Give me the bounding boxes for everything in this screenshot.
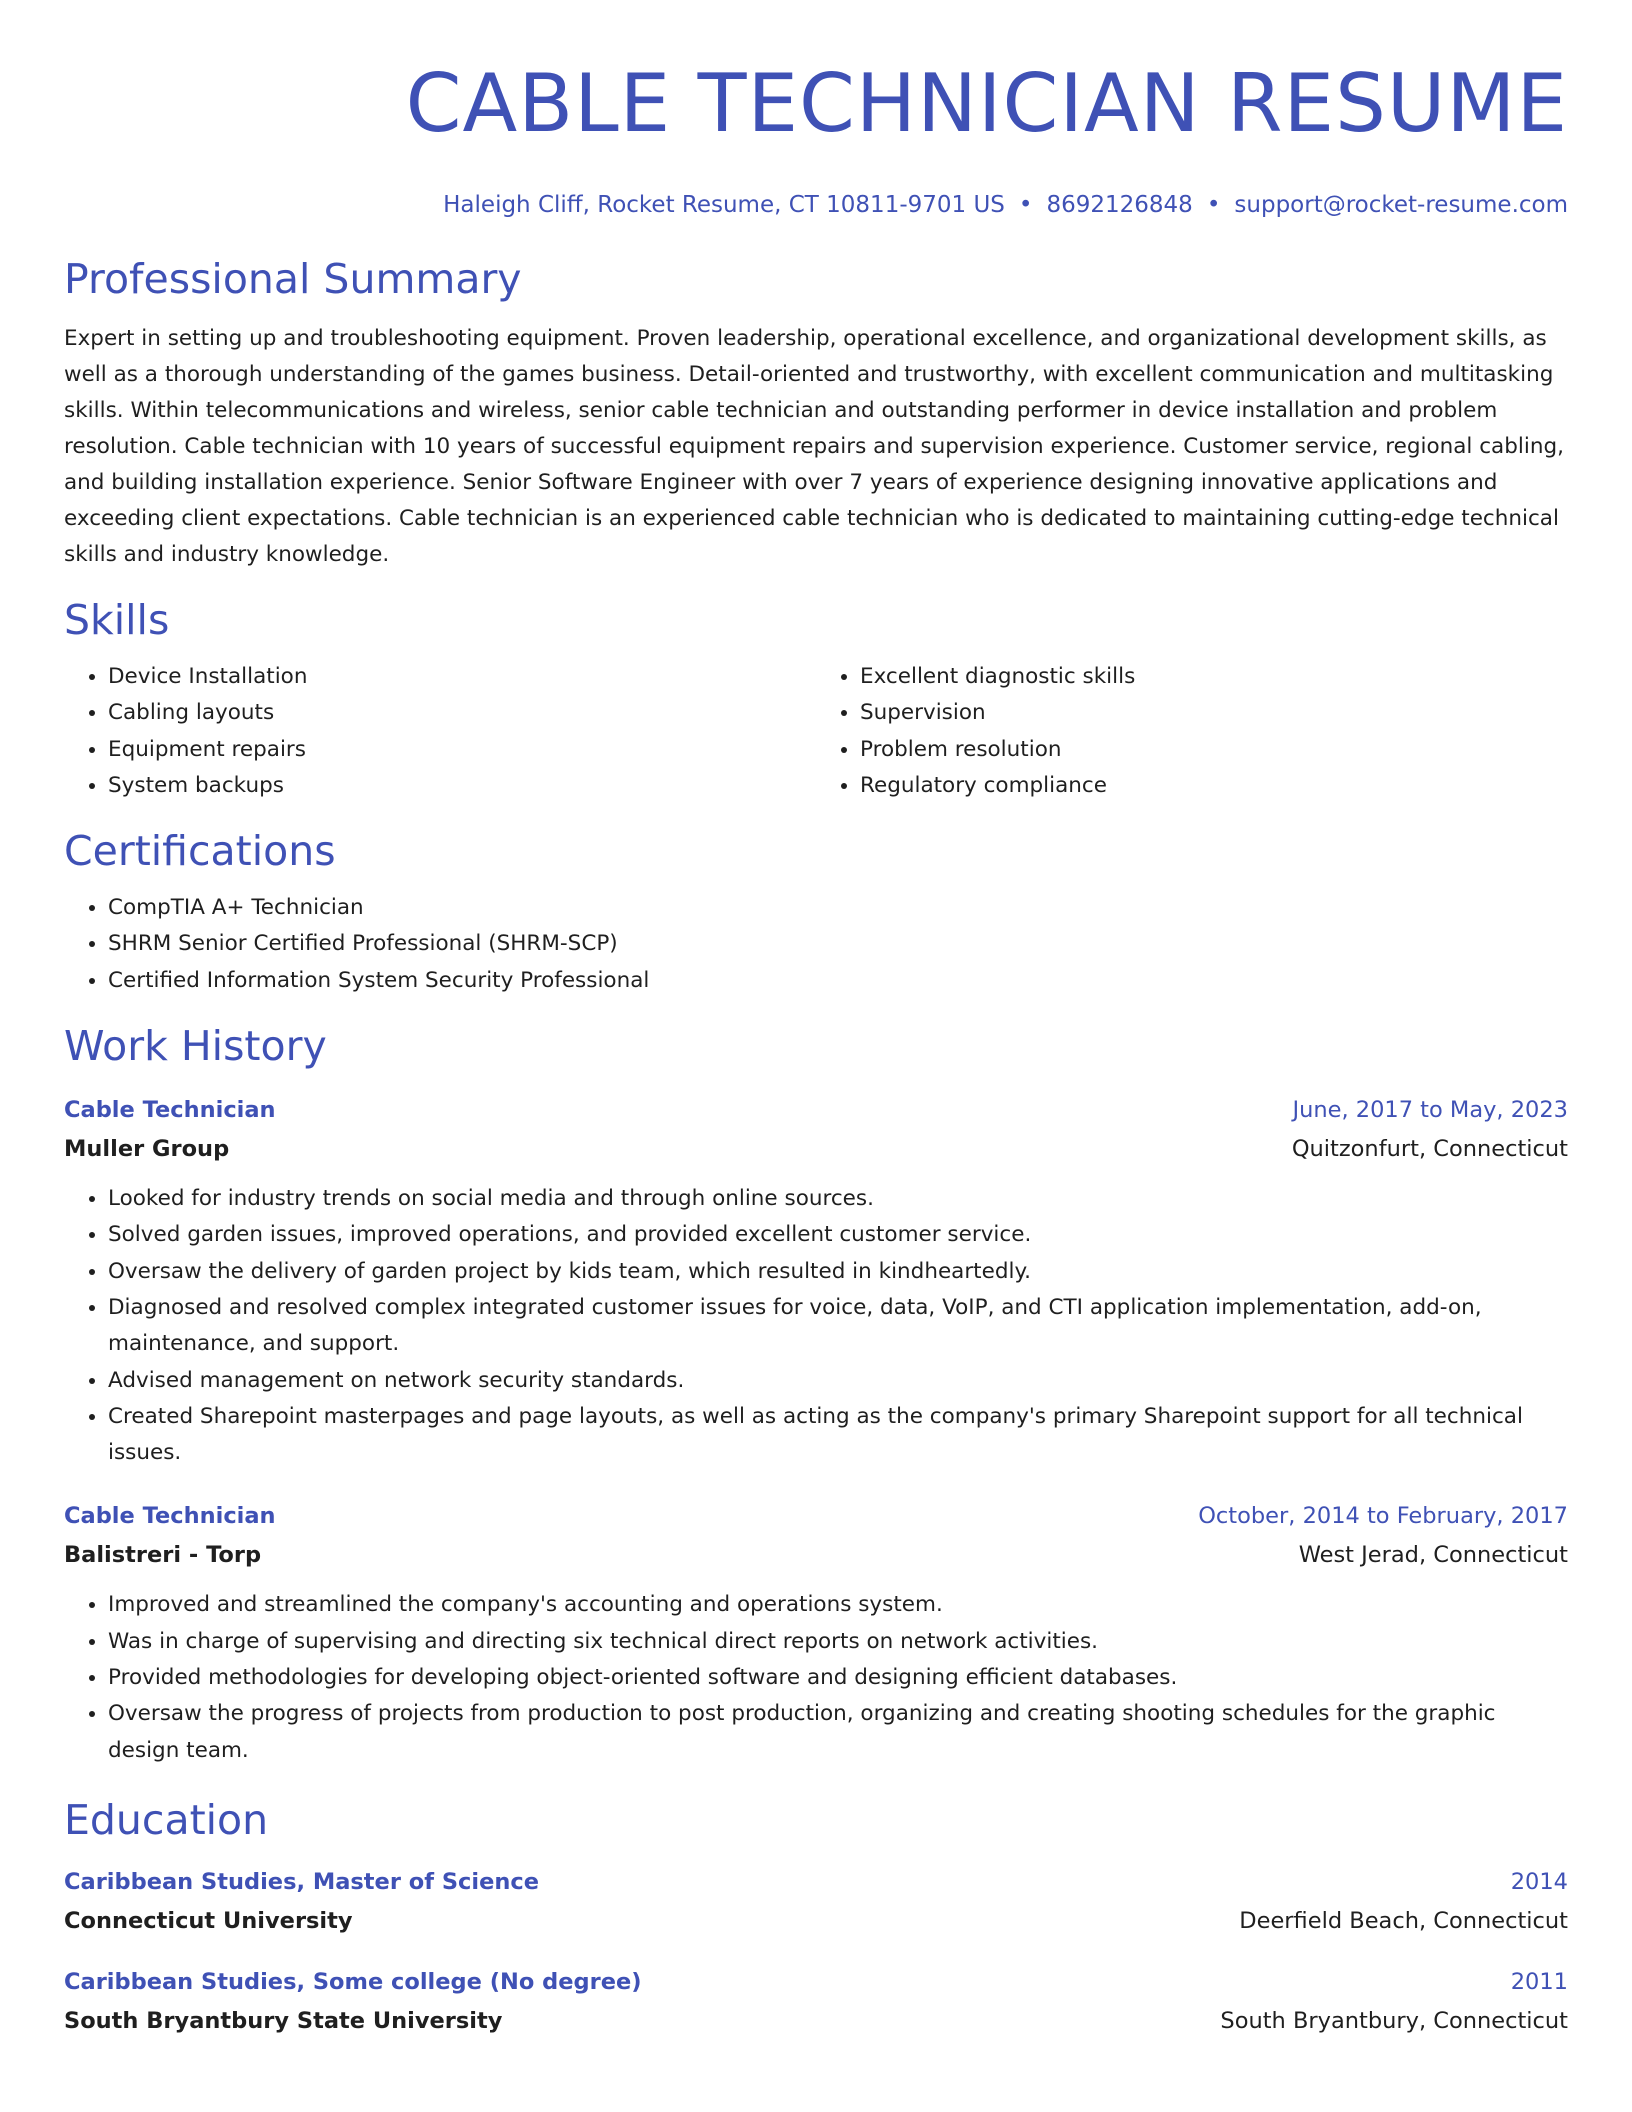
work-entry	[64, 1497, 1568, 1768]
education-entry-header	[64, 1963, 1568, 2001]
company-name: Balistreri - Torp	[64, 1542, 262, 1569]
work-entry-subheader	[64, 1129, 1568, 1169]
summary-text: Expert in setting up and troubleshooting equipment. Proven leadership, operational excellence, and organizational development skills, as well as a thorough understanding of the games business. Detail-oriented and trustworthy, with excellent communication and multitasking skills. Within telecommunications and wireless, senior cable technician and outstanding performer in device installation and problem resolution. Cable technician with 10 years of successful equipment repairs and supervision experience. Customer service, regional cabling, and building installation experience. Senior Software Engineer with over 7 years of experience designing innovative applications and exceeding client expectations. Cable technician is an experienced cable technician who is dedicated to maintaining cutting-edge technical skills and industry knowledge.	[64, 326, 1564, 567]
skills-heading: Skills	[64, 596, 170, 644]
skill-item: • Cabling layouts	[108, 695, 816, 731]
job-bullet: • Advised management on network security standards.	[108, 1363, 1568, 1399]
skill-item: • Regulatory compliance	[860, 768, 1568, 804]
summary-heading: Professional Summary	[64, 255, 522, 303]
certification-item: • SHRM Senior Certified Professional (SHRM-SCP)	[108, 926, 1568, 962]
skill-item: • Excellent diagnostic skills	[860, 659, 1568, 695]
certifications-list	[64, 890, 1568, 999]
certifications-heading: Certifications	[64, 827, 336, 876]
skill-item: • Equipment repairs	[108, 732, 816, 768]
job-dates: June, 2017 to May, 2023	[1292, 1097, 1568, 1124]
education-entry	[64, 1863, 1568, 1941]
job-title: Cable Technician	[64, 1503, 276, 1530]
work-entry-subheader	[64, 1535, 1568, 1575]
job-dates: October, 2014 to February, 2017	[1198, 1503, 1568, 1530]
company-name: Muller Group	[64, 1136, 230, 1163]
job-location: West Jerad, Connecticut	[1298, 1542, 1568, 1569]
education-entry-subheader	[64, 1901, 1568, 1941]
certification-item: • CompTIA A+ Technician	[108, 890, 1568, 926]
job-bullet: • Oversaw the delivery of garden project by kids team, which resulted in kindheartedly.	[108, 1254, 1568, 1290]
job-bullet: • Looked for industry trends on social media and through online sources.	[108, 1181, 1568, 1217]
job-bullet: • Oversaw the progress of projects from production to post production, organizing and creating shooting schedules for the graphic design team.	[108, 1696, 1568, 1769]
job-bullet: • Provided methodologies for developing object-oriented software and designing efficient databases.	[108, 1660, 1568, 1696]
school-location: Deerfield Beach, Connecticut	[1239, 1907, 1568, 1934]
job-bullet: • Was in charge of supervising and directing six technical direct reports on network activities.	[108, 1624, 1568, 1660]
skill-item: • Problem resolution	[860, 732, 1568, 768]
job-bullets	[64, 1587, 1568, 1768]
skills-list	[64, 659, 1568, 804]
school-name: Connecticut University	[64, 1907, 353, 1934]
contact-phone: 8692126848	[1046, 192, 1193, 218]
contact-separator: •	[1018, 192, 1033, 218]
school-location: South Bryantbury, Connecticut	[1220, 2007, 1568, 2034]
job-bullet: • Solved garden issues, improved operations, and provided excellent customer service.	[108, 1217, 1568, 1253]
education-heading: Education	[64, 1795, 269, 1844]
work-entry-header	[64, 1091, 1568, 1129]
job-bullet: • Diagnosed and resolved complex integrated customer issues for voice, data, VoIP, and CTI application implementation, add-on, maintenance, and support.	[108, 1290, 1568, 1363]
contact-separator: •	[1206, 192, 1221, 218]
work-entry-header	[64, 1497, 1568, 1535]
skill-item: • System backups	[108, 768, 816, 804]
certification-item: • Certified Information System Security Professional	[108, 963, 1568, 999]
degree-name: Caribbean Studies, Master of Science	[64, 1868, 539, 1895]
work-entry	[64, 1091, 1568, 1471]
job-bullets	[64, 1181, 1568, 1471]
education-entry-subheader	[64, 2001, 1568, 2041]
work-history-heading: Work History	[64, 1022, 327, 1071]
job-bullet: • Created Sharepoint masterpages and page layouts, as well as acting as the company's primary Sharepoint support for all technical issues.	[108, 1399, 1568, 1472]
contact-email: support@rocket-resume.com	[1234, 192, 1568, 218]
graduation-year: 2014	[1510, 1868, 1568, 1895]
job-location: Quitzonfurt, Connecticut	[1291, 1136, 1568, 1163]
job-title: Cable Technician	[64, 1097, 276, 1124]
education-entry	[64, 1963, 1568, 2041]
skills-column-right	[816, 659, 1568, 804]
job-bullet: • Improved and streamlined the company's accounting and operations system.	[108, 1587, 1568, 1623]
graduation-year: 2011	[1510, 1968, 1568, 1995]
contact-address: Haleigh Cliff, Rocket Resume, CT 10811-9701 US	[443, 192, 1005, 218]
skill-item: • Device Installation	[108, 659, 816, 695]
school-name: South Bryantbury State University	[64, 2007, 503, 2034]
skills-column-left	[64, 659, 816, 804]
education-entry-header	[64, 1863, 1568, 1901]
degree-name: Caribbean Studies, Some college (No degree)	[64, 1968, 642, 1995]
resume-title: CABLE TECHNICIAN RESUME	[405, 57, 1568, 150]
skill-item: • Supervision	[860, 695, 1568, 731]
contact-line	[64, 190, 1568, 220]
